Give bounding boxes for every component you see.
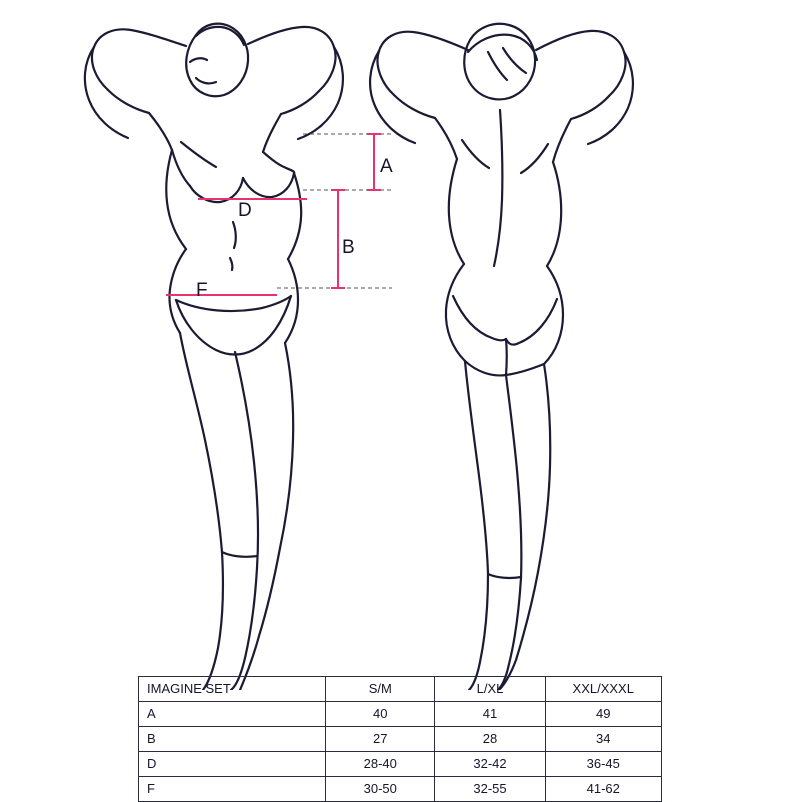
row-label: D	[139, 752, 326, 777]
table-row	[139, 727, 662, 752]
measure-label-f: F	[196, 280, 208, 301]
table-header-lxl: L/XL	[435, 677, 545, 702]
table-header-sm: S/M	[326, 677, 435, 702]
row-value: 27	[326, 727, 435, 752]
size-chart-table	[138, 676, 662, 802]
row-value: 36-45	[545, 752, 661, 777]
row-value: 32-55	[435, 777, 545, 802]
measure-label-a: A	[380, 156, 393, 177]
row-value: 28-40	[326, 752, 435, 777]
table-header-title: IMAGINE SET	[139, 677, 326, 702]
row-value: 34	[545, 727, 661, 752]
table-header-row	[139, 677, 662, 702]
table-header-xxlxxxl: XXL/XXXL	[545, 677, 661, 702]
row-value: 49	[545, 702, 661, 727]
row-label: A	[139, 702, 326, 727]
front-figure-illustration	[85, 24, 343, 690]
back-figure-illustration	[370, 24, 633, 690]
row-label: F	[139, 777, 326, 802]
measurement-lines	[166, 134, 381, 295]
row-value: 41-62	[545, 777, 661, 802]
row-value: 41	[435, 702, 545, 727]
table-row	[139, 702, 662, 727]
measure-label-b: B	[342, 237, 355, 258]
row-value: 28	[435, 727, 545, 752]
row-value: 32-42	[435, 752, 545, 777]
row-label: B	[139, 727, 326, 752]
row-value: 30-50	[326, 777, 435, 802]
measure-label-d: D	[238, 200, 252, 221]
table-row	[139, 777, 662, 802]
table-row	[139, 752, 662, 777]
row-value: 40	[326, 702, 435, 727]
